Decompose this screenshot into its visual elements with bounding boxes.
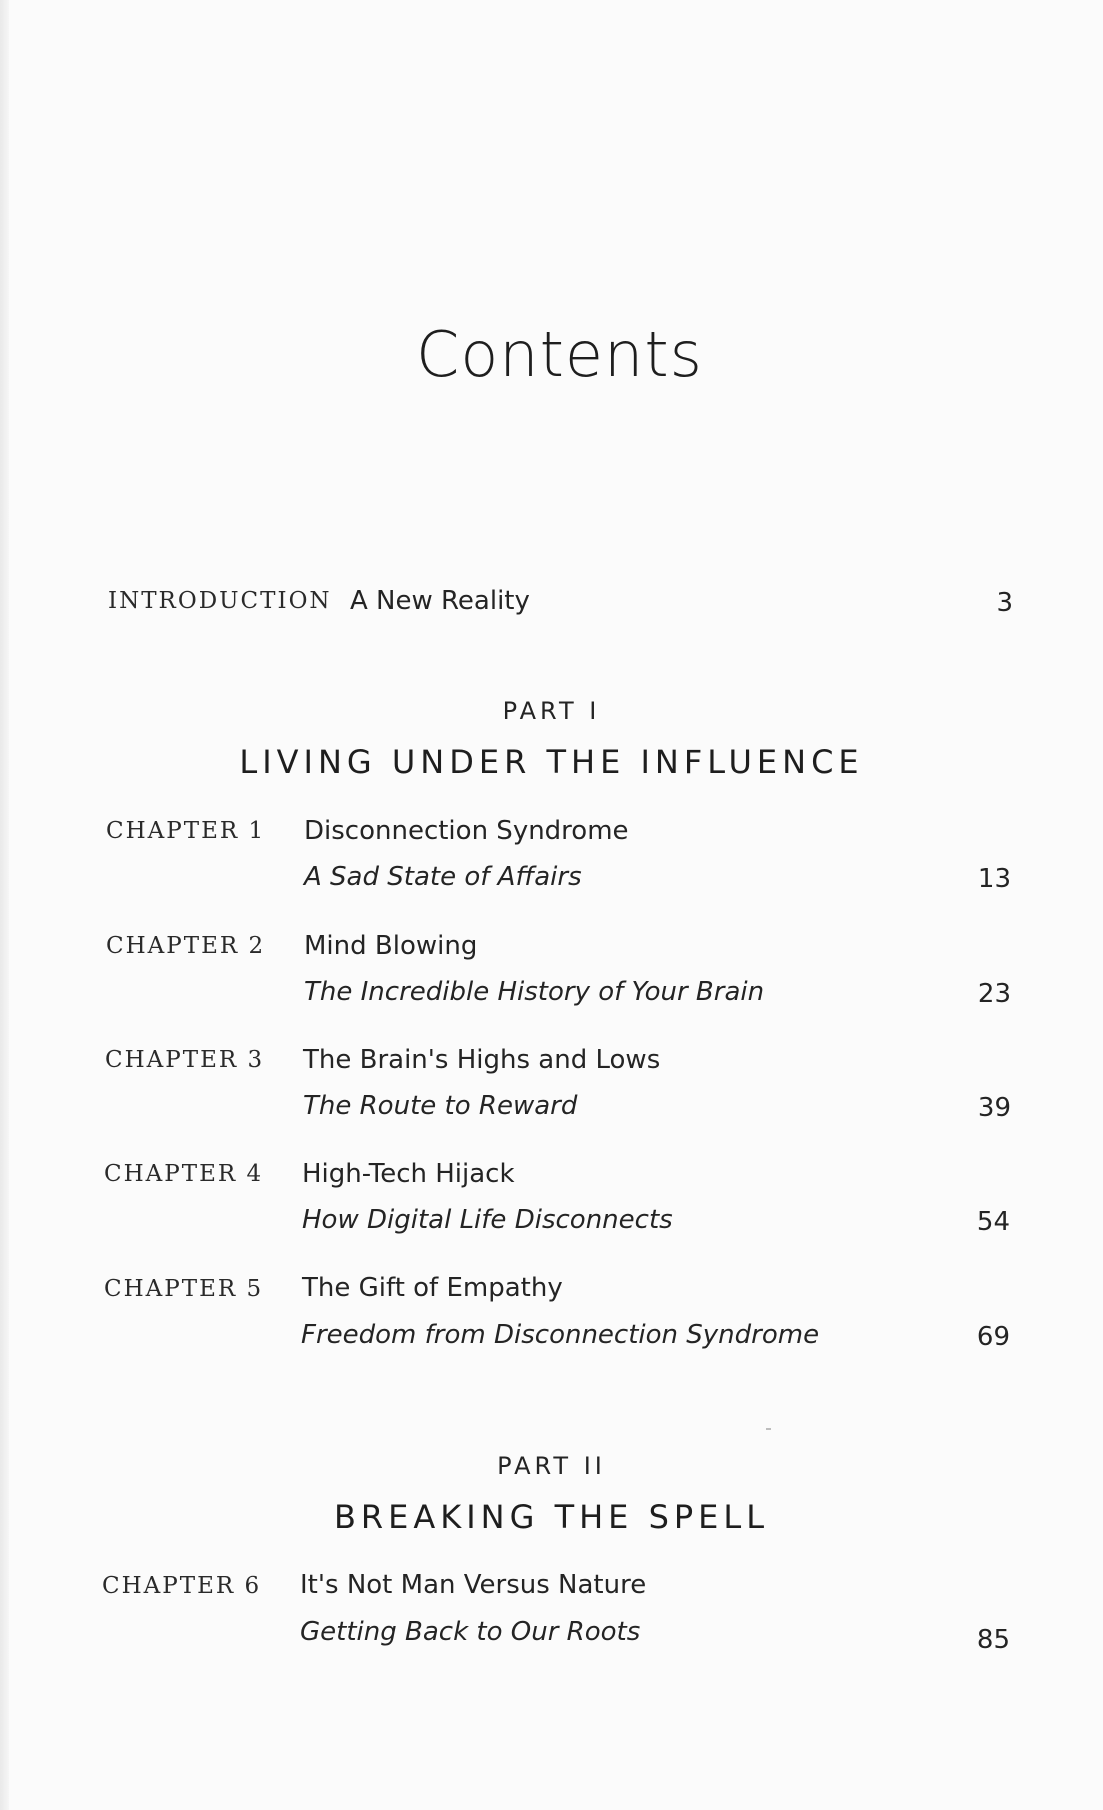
chapter-4-title: High-Tech Hijack — [302, 1159, 515, 1189]
chapter-5-subtitle: Freedom from Disconnection Syndrome — [301, 1320, 820, 1350]
part-2-label: PART II — [497, 1452, 606, 1480]
introduction-label: INTRODUCTION — [108, 588, 332, 614]
chapter-5-label: CHAPTER 5 — [104, 1276, 264, 1302]
chapter-2-title: Mind Blowing — [304, 931, 478, 961]
part-2-title: BREAKING THE SPELL — [333, 1498, 770, 1536]
chapter-3-subtitle: The Route to Reward — [303, 1091, 578, 1121]
chapter-2-subtitle: The Incredible History of Your Brain — [304, 977, 765, 1007]
page-edge-shadow — [0, 0, 9, 1810]
chapter-3-page: 39 — [977, 1093, 1011, 1123]
chapter-4-page: 54 — [976, 1207, 1010, 1237]
chapter-5-title: The Gift of Empathy — [302, 1273, 563, 1303]
chapter-2-page: 23 — [977, 979, 1011, 1009]
chapter-4-subtitle: How Digital Life Disconnects — [302, 1205, 673, 1235]
chapter-2-label: CHAPTER 2 — [106, 933, 266, 959]
chapter-3-label: CHAPTER 3 — [105, 1047, 265, 1073]
page-title: Contents — [416, 318, 703, 391]
chapter-4-label: CHAPTER 4 — [104, 1161, 264, 1187]
chapter-1-label: CHAPTER 1 — [106, 818, 266, 844]
chapter-6-page: 85 — [976, 1625, 1010, 1655]
chapter-1-title: Disconnection Syndrome — [304, 816, 629, 846]
chapter-1-page: 13 — [977, 864, 1011, 894]
introduction-page: 3 — [996, 588, 1013, 618]
chapter-6-subtitle: Getting Back to Our Roots — [300, 1617, 641, 1647]
chapter-3-title: The Brain's Highs and Lows — [303, 1045, 661, 1075]
chapter-6-title: It's Not Man Versus Nature — [300, 1570, 647, 1600]
chapter-6-label: CHAPTER 6 — [102, 1573, 262, 1599]
part-1-label: PART I — [502, 697, 601, 725]
chapter-5-page: 69 — [976, 1322, 1010, 1352]
chapter-1-subtitle: A Sad State of Affairs — [304, 862, 582, 892]
part-1-title: LIVING UNDER THE INFLUENCE — [239, 743, 864, 781]
paper-speck — [766, 1428, 771, 1430]
introduction-title: A New Reality — [350, 586, 530, 616]
